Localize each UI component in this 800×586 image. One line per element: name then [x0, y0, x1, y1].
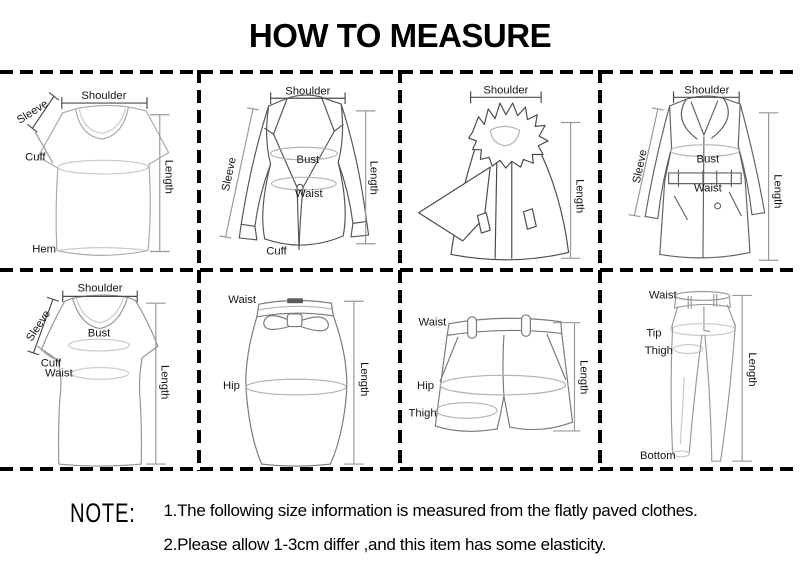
label-length: Length	[162, 159, 175, 194]
label-length: Length	[158, 365, 171, 400]
label-bust: Bust	[296, 154, 320, 167]
label-tip: Tip	[646, 327, 662, 340]
label-shoulder: Shoulder	[77, 282, 123, 295]
panel-dress	[2, 272, 198, 467]
label-sleeve: Sleeve	[14, 97, 51, 127]
dress-drawing	[2, 272, 198, 467]
panel-cape	[402, 74, 598, 268]
tshirt-outline	[38, 105, 168, 255]
blazer-length-line	[220, 108, 376, 244]
label-thigh: Thigh	[644, 344, 673, 357]
shorts-outline	[435, 315, 572, 431]
label-hip: Hip	[417, 380, 434, 392]
note-label: NOTE:	[70, 498, 136, 528]
shorts-drawing	[402, 272, 598, 467]
page-title: HOW TO MEASURE	[248, 17, 552, 54]
label-waist: Waist	[228, 294, 257, 307]
label-sleeve: Sleeve	[630, 148, 650, 185]
blazer-drawing	[202, 74, 398, 268]
tshirt-drawing	[2, 74, 198, 268]
label-hip: Hip	[222, 380, 240, 392]
label-hem: Hem	[32, 243, 57, 256]
trench-coat-outline	[645, 96, 765, 258]
label-waist: Waist	[418, 316, 447, 329]
panel-pants	[602, 272, 798, 467]
cape-outline	[419, 103, 569, 260]
label-waist: Waist	[693, 182, 722, 195]
label-shoulder: Shoulder	[684, 84, 730, 97]
measure-grid	[0, 70, 800, 471]
panel-tshirt	[2, 74, 198, 268]
label-length: Length	[367, 160, 380, 195]
blazer-outline	[239, 95, 368, 249]
pants-drawing	[602, 272, 798, 467]
label-cuff: Cuff	[25, 151, 46, 164]
cape-drawing	[402, 74, 598, 268]
note-lines	[164, 499, 698, 569]
label-cuff: Cuff	[266, 245, 287, 258]
label-length: Length	[771, 174, 784, 209]
note-line-2: 2.Please allow 1-3cm differ ,and this item has some elasticity.	[163, 535, 607, 554]
label-shoulder: Shoulder	[81, 90, 127, 103]
label-thigh: Thigh	[408, 407, 437, 420]
label-length: Length	[573, 179, 586, 214]
label-bust: Bust	[87, 327, 111, 340]
panel-blazer	[202, 74, 398, 268]
label-sleeve: Sleeve	[24, 308, 54, 344]
label-bust: Bust	[696, 153, 720, 166]
label-cuff: Cuff	[40, 357, 62, 370]
label-waist: Waist	[648, 289, 677, 302]
panel-trench-coat	[602, 74, 798, 268]
pants-outline	[671, 292, 736, 462]
note-section	[0, 499, 800, 569]
label-length: Length	[577, 360, 590, 395]
label-shoulder: Shoulder	[285, 85, 331, 98]
label-waist: Waist	[294, 188, 323, 201]
note-line-1: 1.The following size information is measured from the flatly paved clothes.	[163, 501, 698, 520]
dress-outline	[41, 295, 158, 466]
trench-coat-drawing	[602, 74, 798, 268]
panel-skirt	[202, 272, 398, 467]
label-waist: Waist	[44, 367, 73, 380]
label-length: Length	[745, 352, 759, 387]
skirt-outline	[246, 298, 347, 466]
label-length: Length	[357, 362, 370, 397]
panel-shorts	[402, 272, 598, 467]
skirt-drawing	[202, 272, 398, 467]
label-bottom: Bottom	[640, 450, 676, 463]
label-shoulder: Shoulder	[483, 84, 529, 97]
label-sleeve: Sleeve	[219, 156, 239, 193]
